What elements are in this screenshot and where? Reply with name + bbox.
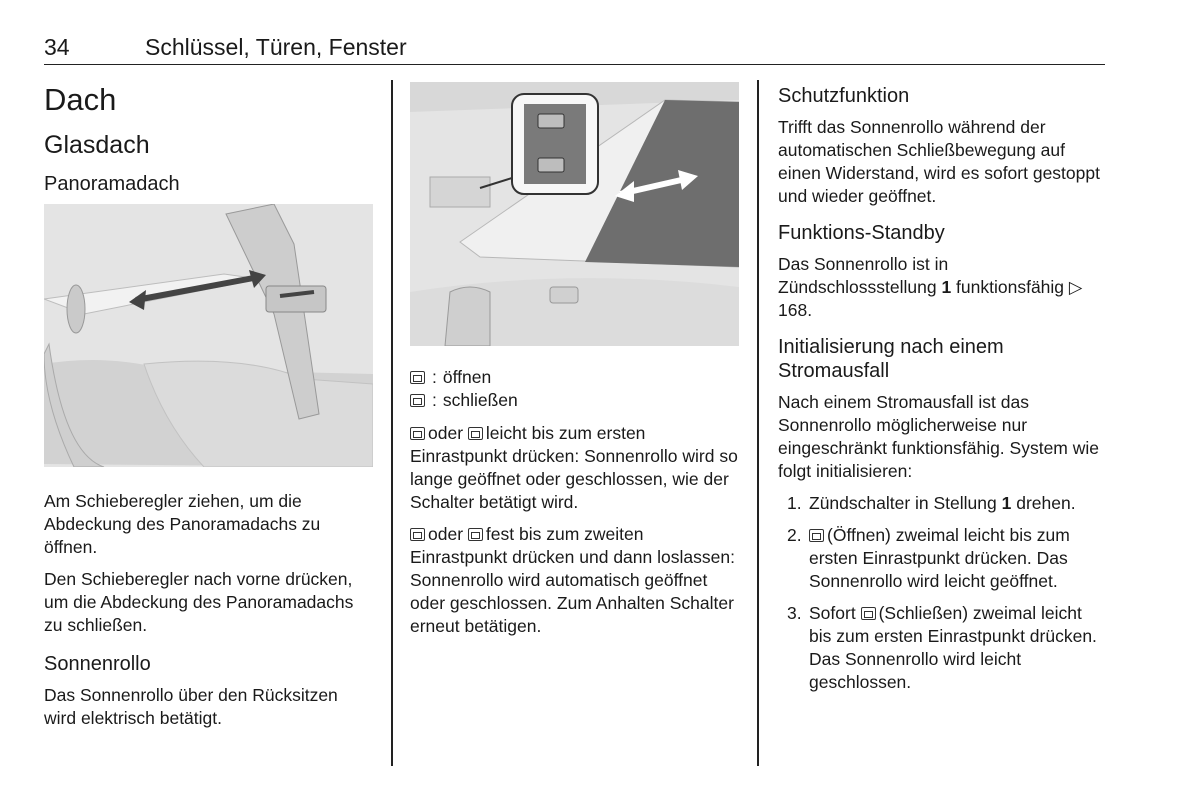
subsection-title: Glasdach — [44, 131, 150, 159]
sonnenrollo-drawing — [410, 82, 739, 346]
left-column — [44, 82, 374, 739]
page-reference[interactable]: 168. — [778, 300, 813, 320]
legend-open — [410, 366, 740, 389]
steps-list — [778, 492, 1108, 694]
sunroller-open-icon — [809, 529, 824, 542]
paragraph-second-detent: oder fest bis zum zweiten Einrastpunkt drücken und dann loslassen: Sonnenrollo wird automatisch geöffnet oder geschlossen. Zum Anhalten Schalter erneut betätigen. — [410, 524, 735, 636]
paragraph-first-detent: oder leicht bis zum ersten Einrastpunkt drücken: Sonnenrollo wird so lange geöffnet oder geschlossen, wie der Schalter betätigt wird. — [410, 423, 738, 512]
sunroller-close-icon — [468, 528, 483, 541]
middle-column — [410, 82, 740, 647]
sunroller-open-icon — [410, 427, 425, 440]
initialisierung-heading: Initialisierung nach einem Stromausfall — [778, 336, 1004, 382]
legend-open-text: öffnen — [442, 367, 492, 387]
column-divider-left — [391, 80, 393, 766]
list-item: 2. (Öffnen) zweimal leicht bis zum ersten Einrastpunkt drücken. Das Sonnenrollo wird leicht geöffnet. — [787, 525, 1070, 591]
chapter-title: Schlüssel, Türen, Fenster — [145, 34, 407, 60]
list-item: 3. Sofort (Schließen) zweimal leicht bis zum ersten Einrastpunkt drücken. Das Sonnenrollo wird leicht geschlossen. — [787, 603, 1097, 692]
right-column — [778, 84, 1108, 703]
section-title: Dach — [44, 82, 117, 117]
page-reference-icon: ▷ — [1068, 277, 1083, 297]
paragraph-initialisierung: Nach einem Stromausfall ist das Sonnenrollo möglicherweise nur eingeschränkt funktionsfähig. System wie folgt initialisieren: — [778, 392, 1099, 481]
sunroller-close-icon — [410, 394, 425, 407]
standby-heading: Funktions-Standby — [778, 222, 945, 244]
page-number: 34 — [44, 34, 70, 60]
sunroller-close-icon — [468, 427, 483, 440]
legend-open-separator: : — [432, 367, 437, 387]
legend-close-text: schließen — [442, 390, 518, 410]
panoramadach-drawing — [44, 204, 373, 467]
legend-close — [410, 389, 740, 412]
panoramadach-illustration — [44, 204, 373, 467]
column-divider-right — [757, 80, 759, 766]
sonnenrollo-heading: Sonnenrollo — [44, 653, 151, 675]
paragraph-pull-slider: Am Schieberegler ziehen, um die Abdeckung des Panoramadachs zu öffnen. — [44, 491, 321, 557]
sonnenrollo-illustration — [410, 82, 739, 346]
page-header — [44, 34, 1105, 65]
sunroller-open-icon — [410, 371, 425, 384]
paragraph-standby: Das Sonnenrollo ist in Zündschlossstellung 1 funktionsfähig ▷ 168. — [778, 254, 1083, 320]
paragraph-push-slider: Den Schieberegler nach vorne drücken, um die Abdeckung des Panoramadachs zu schließen. — [44, 569, 354, 635]
paragraph-schutzfunktion: Trifft das Sonnenrollo während der automatischen Schließbewegung auf einen Widerstand, wird es sofort gestoppt und wieder geöffnet. — [778, 117, 1100, 206]
panoramadach-heading: Panoramadach — [44, 173, 180, 195]
schutzfunktion-heading: Schutzfunktion — [778, 85, 910, 107]
legend-close-separator: : — [432, 390, 437, 410]
list-item: 1. Zündschalter in Stellung 1 drehen. — [787, 493, 1076, 513]
sunroller-close-icon — [861, 607, 876, 620]
sunroller-open-icon — [410, 528, 425, 541]
paragraph-sonnenrollo: Das Sonnenrollo über den Rücksitzen wird elektrisch betätigt. — [44, 685, 338, 728]
